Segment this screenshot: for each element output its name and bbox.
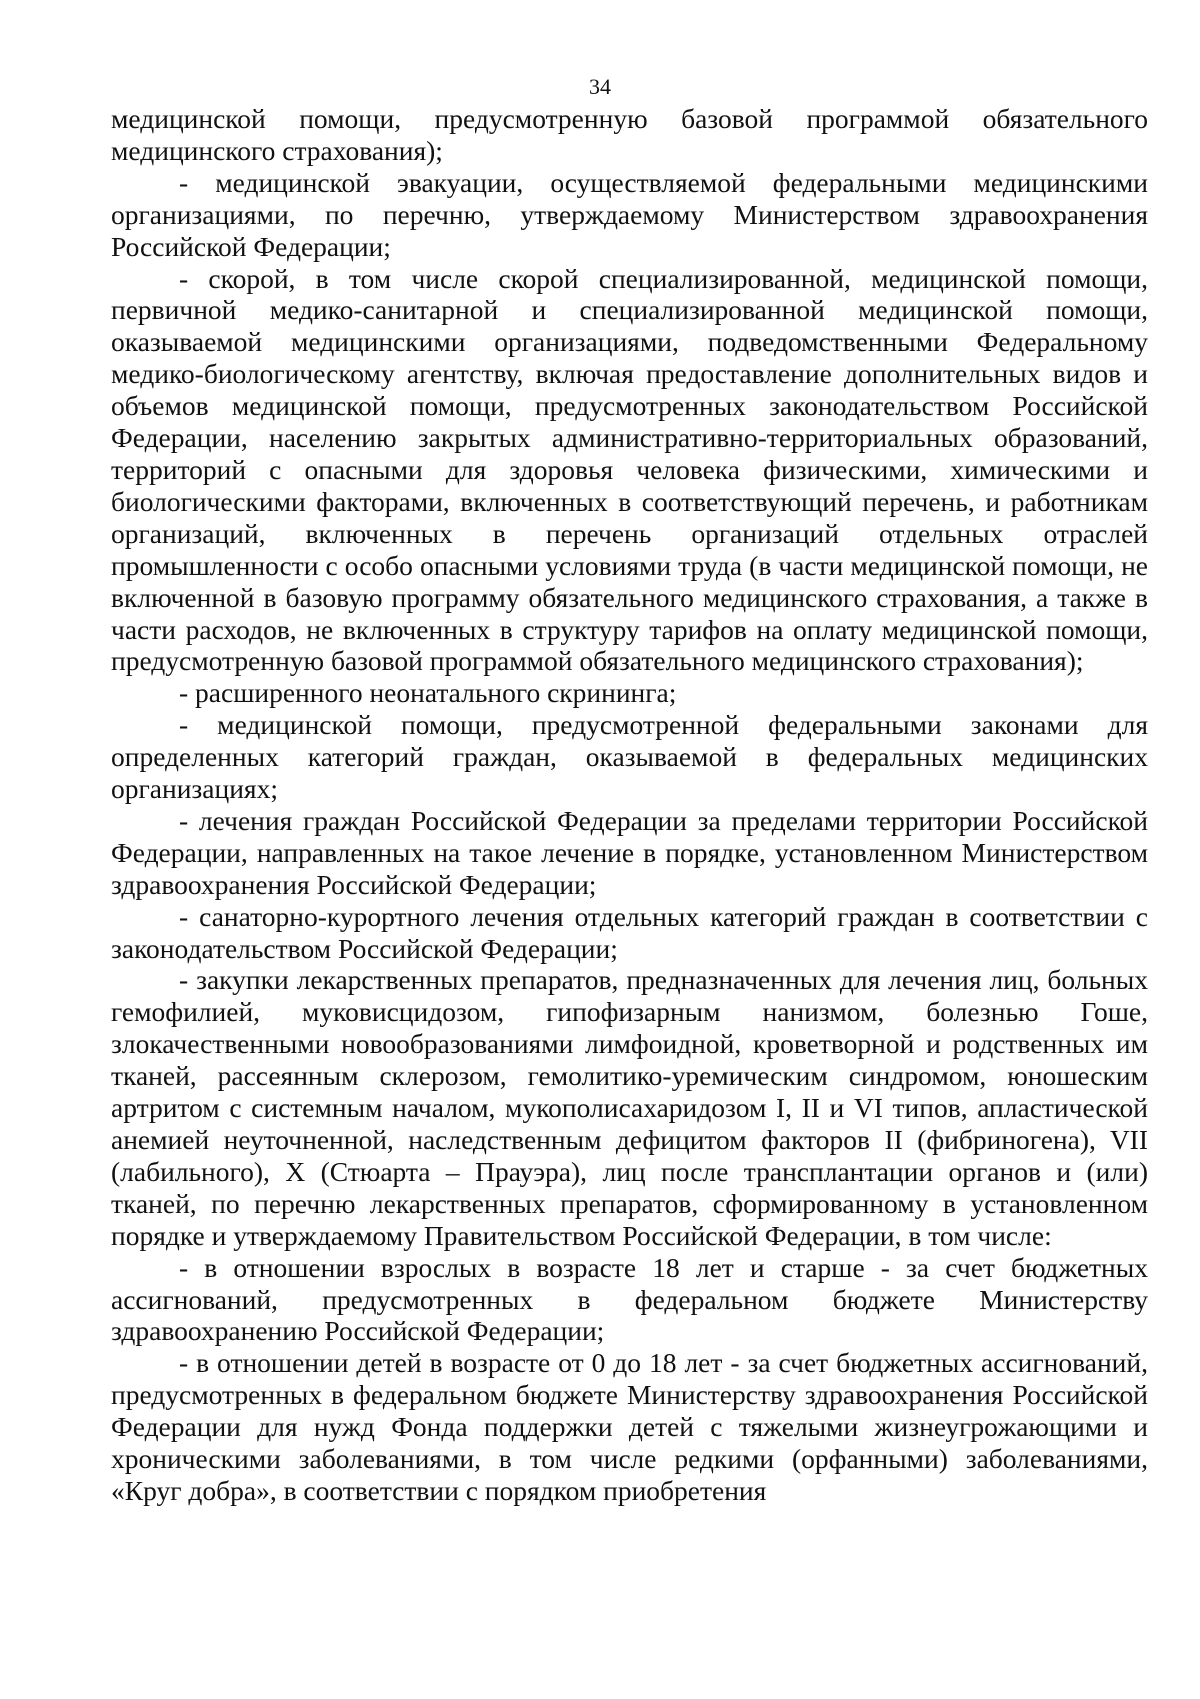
page-number: 34 — [589, 74, 611, 99]
paragraph: медицинской помощи, предусмотренную базовой программой обязательного медицинского страхования); — [111, 103, 1148, 166]
paragraph: - расширенного неонатального скрининга; — [179, 677, 677, 709]
document-body — [111, 103, 1148, 1507]
paragraph: - медицинской помощи, предусмотренной федеральными законами для определенных категорий граждан, оказываемой в федеральных медицинских организациях; — [111, 709, 1148, 805]
paragraph: - в отношении детей в возрасте от 0 до 18 лет - за счет бюджетных ассигнований, предусмотренных в федеральном бюджете Министерству здравоохранения Российской Федерации для нужд Фонда поддержки детей с тяжелыми жизнеугрожающими и хроническими заболеваниями, в том числе редкими (орфанными) заболеваниями, «Круг добра», в соответствии с порядком приобретения — [111, 1347, 1148, 1506]
paragraph: - скорой, в том числе скорой специализированной, медицинской помощи, первичной медико-санитарной и специализированной медицинской помощи, оказываемой медицинскими организациями, подведомственными Федеральному медико-биологическому агентству, включая предоставление дополнительных видов и объемов медицинской помощи, предусмотренных законодательством Российской Федерации, населению закрытых административно-территориальных образований, территорий с опасными для здоровья человека физическими, химическими и биологическими факторами, включенных в соответствующий перечень, и работникам организаций, включенных в перечень организаций отдельных отраслей промышленности с особо опасными условиями труда (в части медицинской помощи, не включенной в базовую программу обязательного медицинского страхования, а также в части расходов, не включенных в структуру тарифов на оплату медицинской помощи, предусмотренную базовой программой обязательного медицинского страхования); — [111, 262, 1148, 677]
paragraph: - закупки лекарственных препаратов, предназначенных для лечения лиц, больных гемофилией, муковисцидозом, гипофизарным нанизмом, болезнью Гоше, злокачественными новообразованиями лимфоидной, кроветворной и родственных им тканей, рассеянным склерозом, гемолитико-уремическим синдромом, юношеским артритом с системным началом, мукополисахаридозом I, II и VI типов, апластической анемией неуточненной, наследственным дефицитом факторов II (фибриногена), VII (лабильного), X (Стюарта – Прауэра), лиц после трансплантации органов и (или) тканей, по перечню лекарственных препаратов, сформированному в установленном порядке и утверждаемому Правительством Российской Федерации, в том числе: — [111, 964, 1148, 1251]
paragraph: - в отношении взрослых в возрасте 18 лет и старше - за счет бюджетных ассигнований, предусмотренных в федеральном бюджете Министерству здравоохранению Российской Федерации; — [111, 1251, 1148, 1347]
paragraph: - лечения граждан Российской Федерации за пределами территории Российской Федерации, направленных на такое лечение в порядке, установленном Министерством здравоохранения Российской Федерации; — [111, 804, 1148, 900]
paragraph: - медицинской эвакуации, осуществляемой федеральными медицинскими организациями, по перечню, утверждаемому Министерством здравоохранения Российской Федерации; — [111, 166, 1148, 262]
paragraph: - санаторно-курортного лечения отдельных категорий граждан в соответствии с законодательством Российской Федерации; — [111, 900, 1148, 964]
